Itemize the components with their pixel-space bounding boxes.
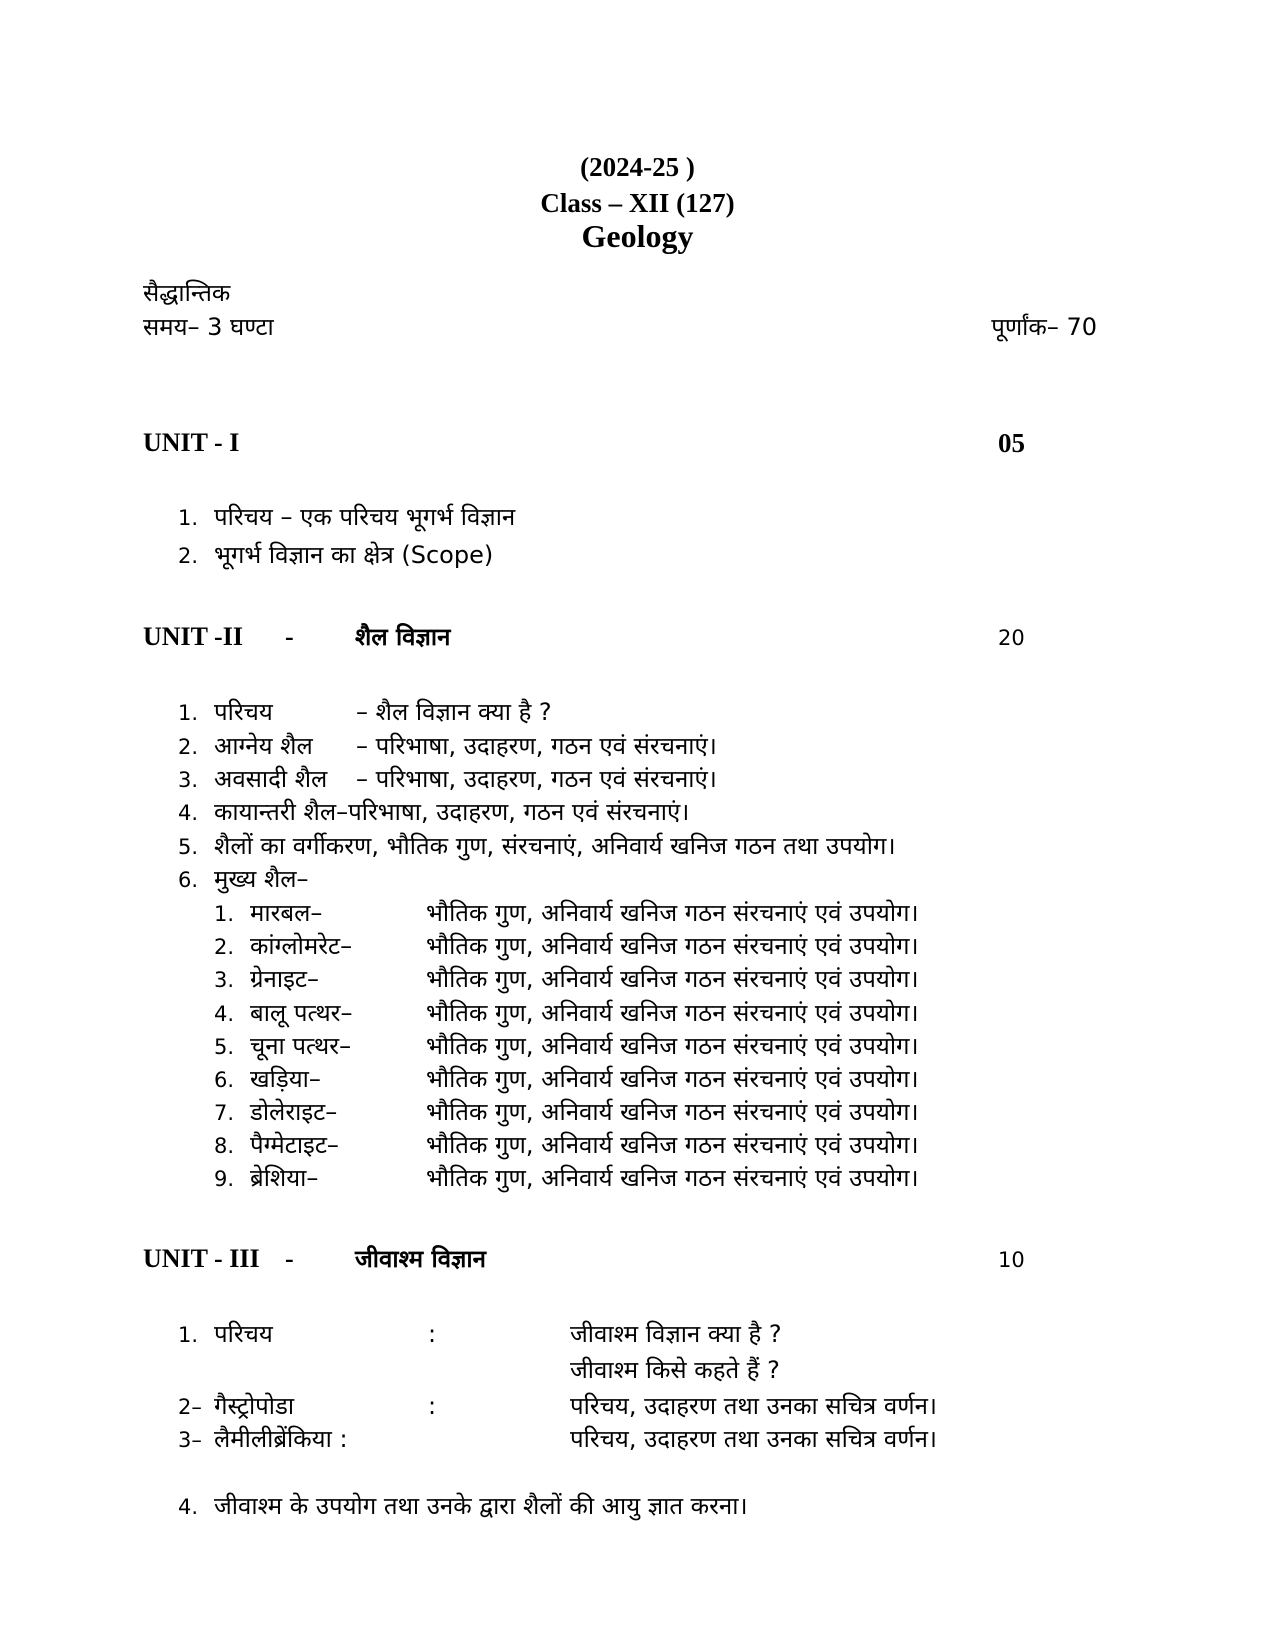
- unit-1-title: UNIT - I: [143, 428, 240, 457]
- item-number: 4.: [178, 1495, 199, 1519]
- rock-description: भौतिक गुण, अनिवार्य खनिज गठन संरचनाएं एवं उपयोग।: [426, 1065, 919, 1093]
- list-item: [178, 500, 515, 533]
- unit-2-marks: 20: [998, 626, 1025, 650]
- item-number: 3.: [214, 968, 235, 992]
- item-text-continued: जीवाश्म किसे कहते हैं ?: [570, 1356, 780, 1384]
- rock-description: भौतिक गुण, अनिवार्य खनिज गठन संरचनाएं एवं उपयोग।: [426, 965, 919, 993]
- rock-name: कांग्लोमरेट–: [250, 932, 353, 960]
- item-text: परिचय, उदाहरण तथा उनका सचित्र वर्णन।: [570, 1392, 938, 1420]
- item-number: 4.: [214, 1002, 235, 1026]
- rock-description: भौतिक गुण, अनिवार्य खनिज गठन संरचनाएं एवं उपयोग।: [426, 899, 919, 927]
- item-label: लैमीलीब्रेंकिया :: [214, 1425, 348, 1453]
- item-number: 1.: [178, 1323, 199, 1347]
- item-text: – शैल विज्ञान क्या है ?: [356, 698, 552, 726]
- rock-name: ग्रेनाइट–: [250, 965, 319, 993]
- rock-item: [214, 896, 919, 929]
- item-number: 2–: [178, 1395, 202, 1419]
- list-item: [178, 1317, 782, 1350]
- rock-description: भौतिक गुण, अनिवार्य खनिज गठन संरचनाएं एवं उपयोग।: [426, 1131, 919, 1159]
- item-text: शैलों का वर्गीकरण, भौतिक गुण, संरचनाएं, अनिवार्य खनिज गठन तथा उपयोग।: [214, 832, 896, 860]
- item-number: 3.: [178, 768, 199, 792]
- list-item: [178, 795, 689, 828]
- item-number: 5.: [214, 1035, 235, 1059]
- unit-2-title: UNIT -II: [143, 622, 243, 651]
- rock-item: [214, 1095, 919, 1128]
- rock-name: डोलेराइट–: [250, 1098, 338, 1126]
- exam-time: समय– 3 घण्टा: [143, 313, 274, 341]
- rock-item: [214, 1062, 919, 1095]
- item-text: परिचय – एक परिचय भूगर्भ विज्ञान: [214, 503, 516, 531]
- item-number: 5.: [178, 835, 199, 859]
- list-item: [178, 762, 717, 795]
- item-label: कायान्तरी शैल–: [214, 798, 349, 826]
- item-number: 1.: [178, 506, 199, 530]
- rock-item: [214, 1128, 919, 1161]
- list-item: [178, 829, 896, 862]
- item-number: 9.: [214, 1167, 235, 1191]
- rock-description: भौतिक गुण, अनिवार्य खनिज गठन संरचनाएं एवं उपयोग।: [426, 1098, 919, 1126]
- item-number: 1.: [214, 902, 235, 926]
- rock-item: [214, 996, 919, 1029]
- item-text: जीवाश्म विज्ञान क्या है ?: [570, 1320, 782, 1348]
- unit-2-dash: -: [285, 622, 294, 651]
- rock-description: भौतिक गुण, अनिवार्य खनिज गठन संरचनाएं एवं उपयोग।: [426, 1164, 919, 1192]
- list-item: [178, 862, 309, 895]
- item-number: 7.: [214, 1101, 235, 1125]
- item-colon: :: [428, 1392, 437, 1420]
- item-number: 1.: [178, 701, 199, 725]
- item-text: परिभाषा, उदाहरण, गठन एवं संरचनाएं।: [348, 798, 690, 826]
- rock-item: [214, 1029, 919, 1062]
- rock-name: चूना पत्थर–: [250, 1032, 352, 1060]
- item-label: परिचय: [214, 1320, 273, 1348]
- item-label: परिचय: [214, 698, 273, 726]
- item-number: 4.: [178, 801, 199, 825]
- item-colon: :: [428, 1320, 437, 1348]
- item-number: 6.: [178, 868, 199, 892]
- item-label: अवसादी शैल: [214, 765, 328, 793]
- list-item: [178, 1422, 937, 1455]
- rock-description: भौतिक गुण, अनिवार्य खनिज गठन संरचनाएं एवं उपयोग।: [426, 1032, 919, 1060]
- item-label: गैस्ट्रोपोडा: [214, 1392, 295, 1420]
- item-number: 8.: [214, 1134, 235, 1158]
- item-text: भूगर्भ विज्ञान का क्षेत्र (Scope): [214, 541, 494, 569]
- list-item: [178, 538, 493, 571]
- list-item: [178, 1389, 937, 1422]
- rock-name: बालू पत्थर–: [250, 999, 353, 1027]
- item-text: – परिभाषा, उदाहरण, गठन एवं संरचनाएं।: [356, 765, 717, 793]
- unit-3-marks: 10: [998, 1248, 1025, 1272]
- unit-1-marks: 05: [998, 428, 1025, 458]
- full-marks: पूर्णांक– 70: [991, 313, 1097, 341]
- document-class: Class – XII (127): [540, 188, 735, 218]
- list-item: [178, 729, 717, 762]
- list-item: [178, 695, 552, 728]
- item-number: 6.: [214, 1068, 235, 1092]
- rock-name: ब्रेशिया–: [250, 1164, 319, 1192]
- rock-description: भौतिक गुण, अनिवार्य खनिज गठन संरचनाएं एवं उपयोग।: [426, 999, 919, 1027]
- item-label: आग्नेय शैल: [214, 732, 313, 760]
- rock-item: [214, 962, 919, 995]
- document-year: (2024-25 ): [580, 152, 695, 182]
- item-number: 2.: [178, 735, 199, 759]
- item-number: 2.: [178, 544, 199, 568]
- document-subject: Geology: [581, 218, 694, 254]
- unit-3-name: जीवाश्म विज्ञान: [355, 1245, 486, 1273]
- item-text: जीवाश्म के उपयोग तथा उनके द्वारा शैलों की आयु ज्ञात करना।: [214, 1492, 748, 1520]
- rock-name: मारबल–: [250, 899, 323, 927]
- item-number: 3–: [178, 1428, 202, 1452]
- list-item: [178, 1489, 748, 1522]
- unit-2-name: शैल विज्ञान: [355, 623, 451, 651]
- item-text: – परिभाषा, उदाहरण, गठन एवं संरचनाएं।: [356, 732, 717, 760]
- rock-name: पैग्मेटाइट–: [250, 1131, 339, 1159]
- rock-item: [214, 1161, 919, 1194]
- rock-description: भौतिक गुण, अनिवार्य खनिज गठन संरचनाएं एवं उपयोग।: [426, 932, 919, 960]
- unit-3-dash: -: [285, 1244, 294, 1273]
- rock-item: [214, 929, 919, 962]
- item-number: 2.: [214, 935, 235, 959]
- item-text: परिचय, उदाहरण तथा उनका सचित्र वर्णन।: [570, 1425, 938, 1453]
- paper-type: सैद्धान्तिक: [143, 279, 231, 307]
- unit-3-title: UNIT - III: [143, 1244, 260, 1273]
- rock-name: खड़िया–: [250, 1065, 321, 1093]
- item-text: मुख्य शैल–: [214, 865, 309, 893]
